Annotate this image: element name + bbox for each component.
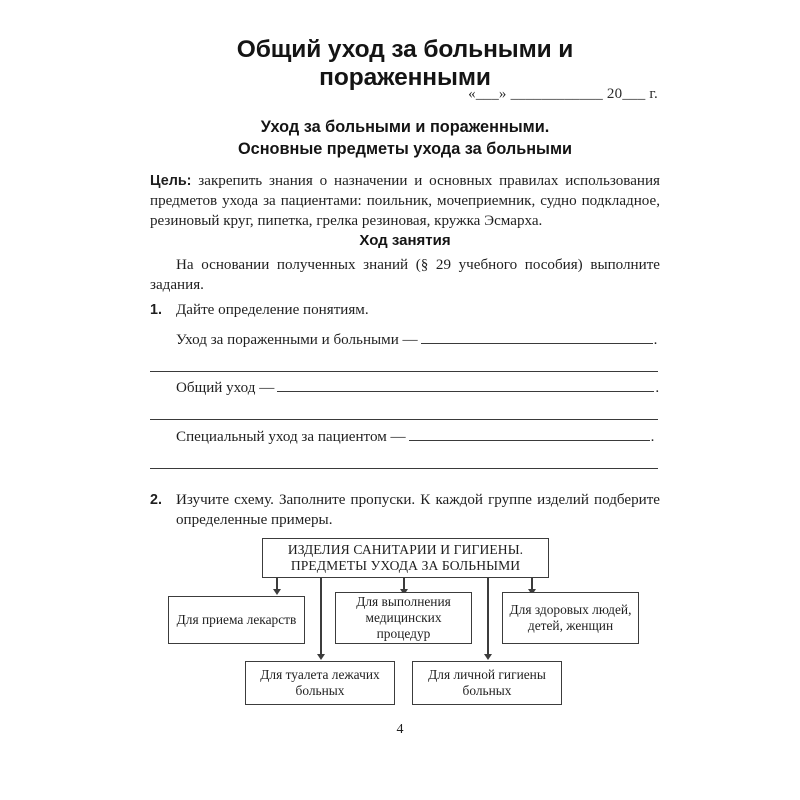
arrowhead-bottom-1-icon <box>317 654 325 660</box>
intro-paragraph: На основании полученных знаний (§ 29 учебного пособия) выполните задания. <box>150 257 660 293</box>
answer-blank-2[interactable] <box>176 380 659 397</box>
answer-blank-1-rule[interactable] <box>421 332 653 344</box>
date-line: «___» ____________ 20___ г. <box>468 86 658 102</box>
task-item-1 <box>150 301 662 321</box>
diagram-middle-box-3: Для здоровых людей, детей, женщин <box>502 592 639 644</box>
diagram-bottom-box-2: Для личной гигиены больных <box>412 661 562 705</box>
goal-text: закрепить знания о назначении и основных правилах использования предметов ухода за пациентами: поильник, мочеприемник, судно подкладное, резиновый круг, пипетка, грелка резиновая, кружка Эсмарха. <box>150 173 660 229</box>
diagram-top-box-line2: ПРЕДМЕТЫ УХОДА ЗА БОЛЬНЫМИ <box>290 558 521 573</box>
connector-top-to-bottom-1 <box>320 578 322 656</box>
connector-top-to-bottom-2 <box>487 578 489 656</box>
arrowhead-bottom-2-icon <box>484 654 492 660</box>
answer-blank-1-label: Уход за пораженными и больными — <box>176 332 418 348</box>
diagram-top-box <box>262 538 549 578</box>
answer-blank-2-continuation-rule[interactable] <box>150 419 658 420</box>
section-heading: Ход занятия <box>359 232 451 249</box>
task-1-number: 1. <box>150 302 162 318</box>
answer-blank-2-rule[interactable] <box>277 380 654 392</box>
task-item-2 <box>150 491 662 531</box>
answer-blank-1-continuation-rule[interactable] <box>150 371 658 372</box>
lesson-subtitle <box>150 117 660 160</box>
answer-blank-3-rule[interactable] <box>409 429 650 441</box>
task-2-text: Изучите схему. Заполните пропуски. К каждой группе изделий подберите определенные примеры. <box>176 492 660 528</box>
goal-label: Цель: <box>150 173 192 189</box>
lesson-subtitle-line2: Основные предметы ухода за больными <box>237 139 573 158</box>
diagram-middle-box-1: Для приема лекарств <box>168 596 305 644</box>
answer-blank-1-terminator: . <box>653 332 658 348</box>
diagram-bottom-box-1: Для туалета лежачих больных <box>245 661 395 705</box>
care-items-flow-diagram <box>150 534 660 712</box>
lesson-subtitle-line1: Уход за больными и пораженными. <box>260 118 550 136</box>
diagram-top-box-line1: ИЗДЕЛИЯ САНИТАРИИ И ГИГИЕНЫ. <box>287 541 524 557</box>
goal-paragraph <box>150 172 660 232</box>
answer-blank-3-continuation-rule[interactable] <box>150 468 658 469</box>
answer-blank-2-label: Общий уход — <box>176 380 275 396</box>
page-number: 4 <box>396 722 404 737</box>
diagram-middle-box-2: Для выполнения медицинских процедур <box>335 592 472 644</box>
answer-blank-3-terminator: . <box>650 429 655 445</box>
page-title: Общий уход за больными и пораженными <box>236 36 574 92</box>
answer-blank-3[interactable] <box>176 429 654 446</box>
task-2-number: 2. <box>150 492 162 508</box>
answer-blank-2-terminator: . <box>655 380 660 396</box>
answer-blank-1[interactable] <box>176 332 657 349</box>
answer-blank-3-label: Специальный уход за пациентом — <box>176 429 406 445</box>
arrowhead-mid-1-icon <box>273 589 281 595</box>
task-1-text: Дайте определение понятиям. <box>176 302 369 318</box>
